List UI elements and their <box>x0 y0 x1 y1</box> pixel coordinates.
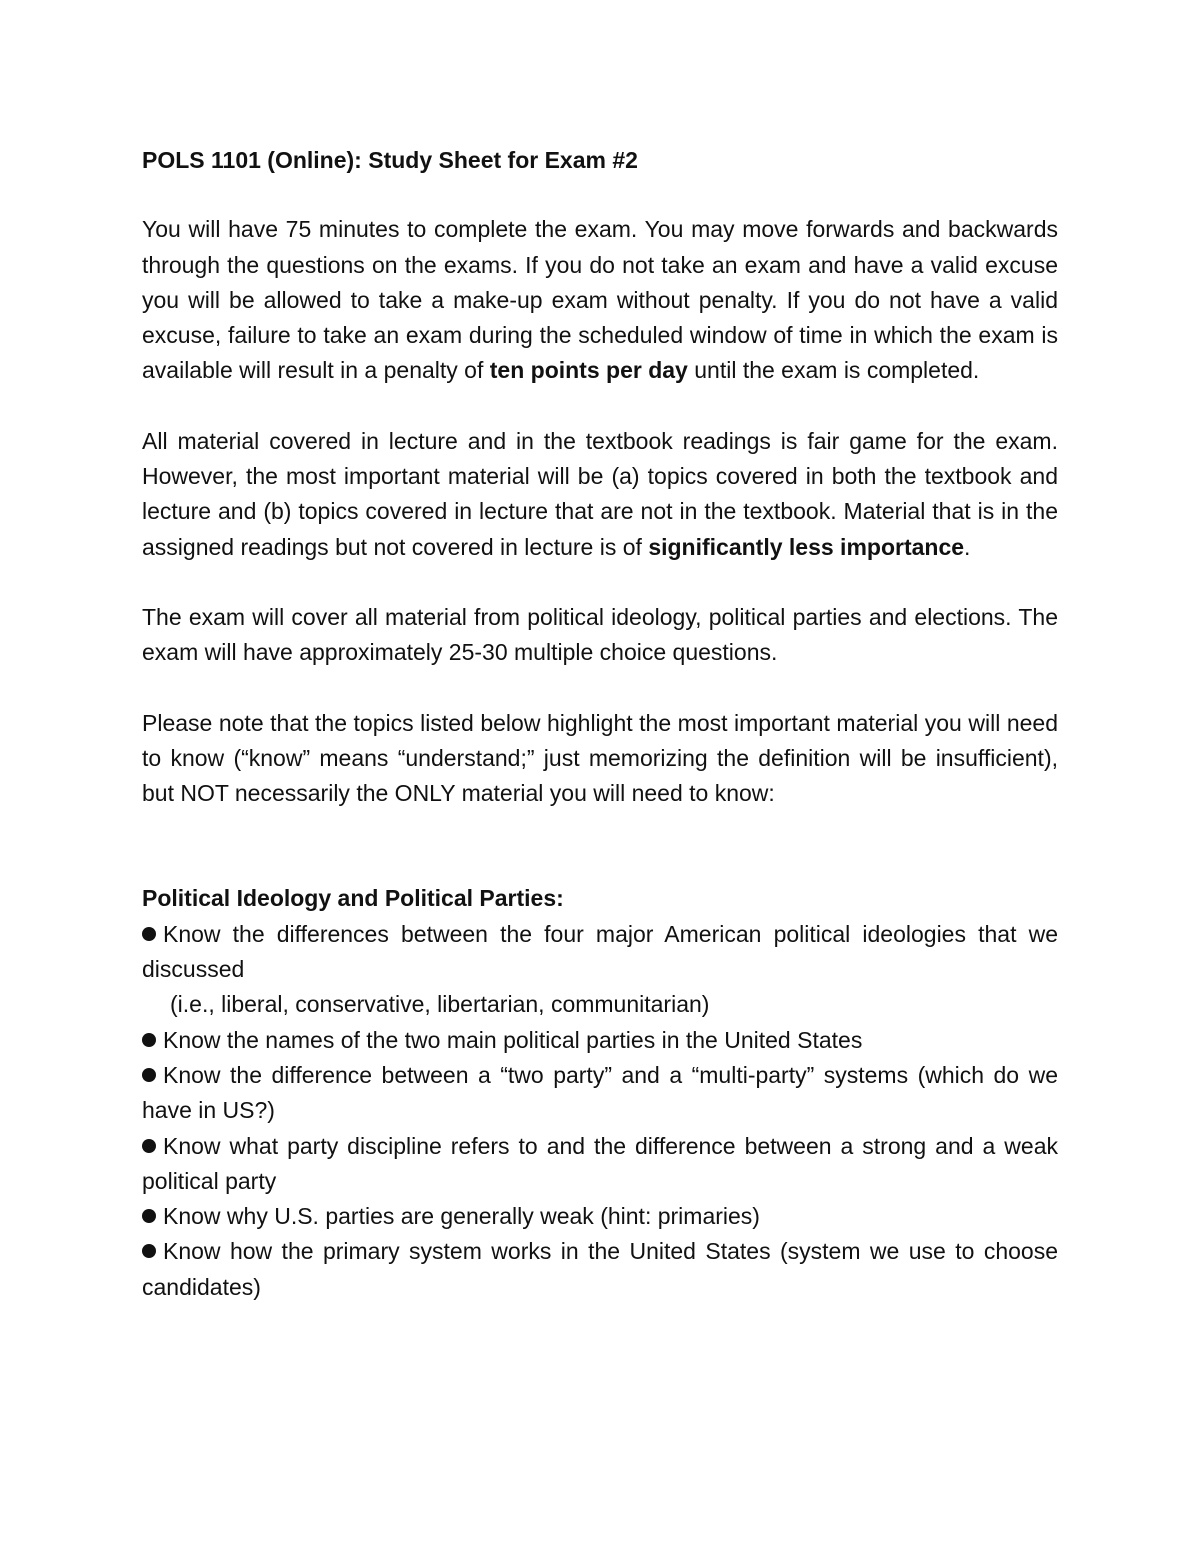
exam-policy-paragraph <box>142 212 1058 388</box>
exam-policy-text: You will have 75 minutes to complete the exam. You may move forwards and backwards through the questions on the exams. If you do not take an exam and have a valid excuse you will be allowed to take a make-up exam without penalty. If you do not have a valid excuse, failure to take an exam during the scheduled window of time in which the exam is available will result in a penalty of <box>142 216 1058 384</box>
list-item <box>142 1058 1058 1129</box>
coverage-paragraph: The exam will cover all material from political ideology, political parties and elections. The exam will have approximately 25-30 multiple choice questions. <box>142 603 1058 666</box>
list-item-text: Know the differences between the four major American political ideologies that we discussed <box>142 920 1058 983</box>
bullet-icon <box>142 927 156 941</box>
list-item <box>142 1234 1058 1305</box>
list-item-subtext: (i.e., liberal, conservative, libertarian, communitarian) <box>170 991 710 1018</box>
bullet-icon <box>142 1244 156 1258</box>
bullet-icon <box>142 1033 156 1047</box>
bullet-icon <box>142 1209 156 1223</box>
list-item-text: Know why U.S. parties are generally weak (hint: primaries) <box>163 1203 760 1230</box>
list-item <box>142 1023 1058 1058</box>
topics-note-paragraph: Please note that the topics listed below highlight the most important material you will need to know (“know” means “understand;” just memorizing the definition will be insufficient), but NOT necessarily the ONLY material you will need to know: <box>142 709 1058 807</box>
importance-emphasis: significantly less importance <box>648 533 965 560</box>
bullet-icon <box>142 1068 156 1082</box>
penalty-emphasis: ten points per day <box>489 357 688 384</box>
page-title: POLS 1101 (Online): Study Sheet for Exam #2 <box>142 147 638 173</box>
material-paragraph <box>142 424 1058 565</box>
exam-policy-text-end: until the exam is completed. <box>687 357 980 384</box>
list-item <box>142 1129 1058 1200</box>
list-item-text: Know the names of the two main political parties in the United States <box>163 1026 863 1053</box>
list-item-text: Know what party discipline refers to and the difference between a strong and a weak political party <box>142 1132 1058 1194</box>
list-item <box>142 917 1058 988</box>
section-heading: Political Ideology and Political Parties: <box>142 885 564 912</box>
document-page <box>142 143 1058 1305</box>
bullet-icon <box>142 1139 156 1153</box>
list-item-text: Know the difference between a “two party” and a “multi-party” systems (which do we have in US?) <box>142 1061 1058 1124</box>
list-item-text: Know how the primary system works in the United States (system we use to choose candidates) <box>142 1238 1058 1300</box>
material-text: All material covered in lecture and in the textbook readings is fair game for the exam. However, the most important material will be (a) topics covered in both the textbook and lecture and (b) topics covered in lecture that are not in the textbook. Material that is in the assigned readings but not covered in lecture is of <box>142 427 1058 560</box>
list-item <box>142 1199 1058 1234</box>
material-text-end: . <box>964 533 971 560</box>
